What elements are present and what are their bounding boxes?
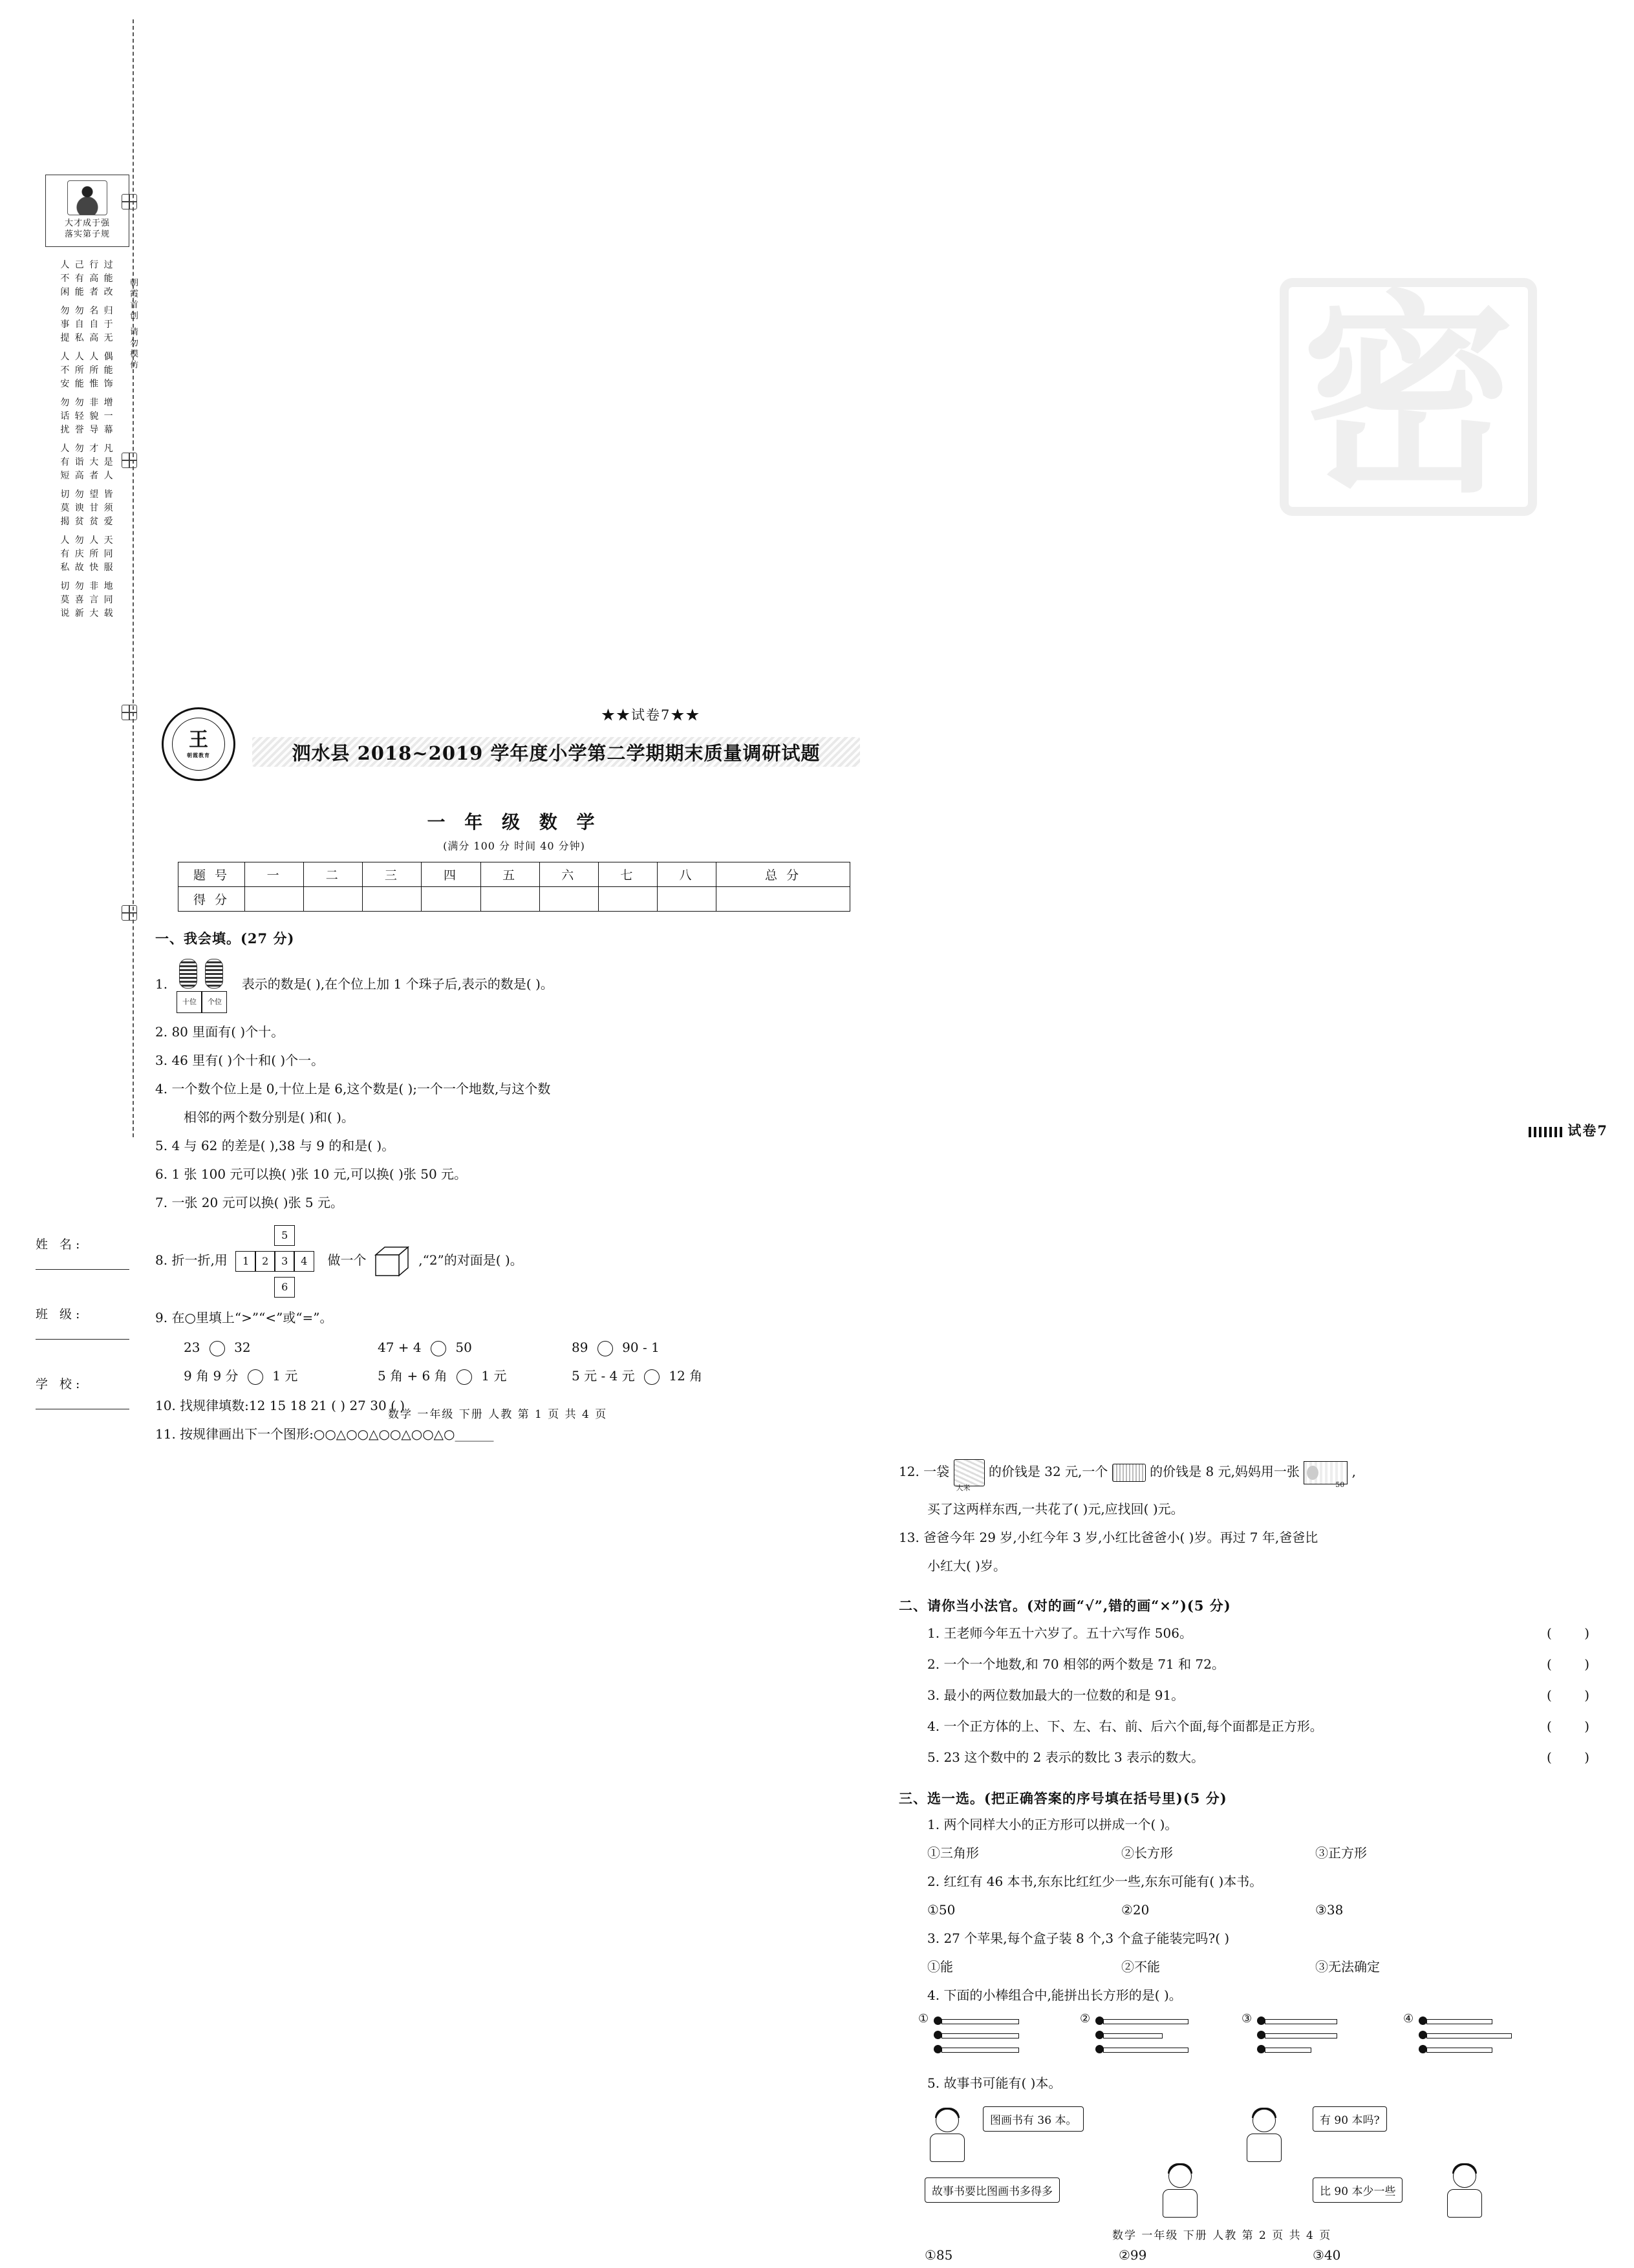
- poem-line: 勿 勿 非 增: [60, 398, 114, 408]
- question-1-text: 表示的数是( ),在个位上加 1 个珠子后,表示的数是( )。: [241, 976, 554, 992]
- compare-left: 9 角 9 分: [184, 1368, 239, 1384]
- compare-right: 32: [234, 1340, 251, 1355]
- option-c[interactable]: ③无法确定: [1315, 1959, 1380, 1974]
- judge-item-1-number: 1.: [927, 1625, 940, 1641]
- question-8-text3: ,“2”的对面是( )。: [418, 1252, 523, 1268]
- judge-item-4-number: 4.: [927, 1718, 940, 1734]
- compare-left: 47 + 4: [378, 1340, 422, 1355]
- judge-item-2-number: 2.: [927, 1656, 940, 1672]
- question-5: [155, 1133, 873, 1159]
- score-col-5: 五: [480, 862, 539, 887]
- choice-item-1: [899, 1812, 1604, 1837]
- compare-row-2: [155, 1362, 873, 1390]
- score-col-7: 七: [598, 862, 657, 887]
- compare-item[interactable]: [378, 1333, 572, 1362]
- compare-circle-icon[interactable]: [248, 1369, 263, 1385]
- question-6-text: 1 张 100 元可以换( )张 10 元,可以换( )张 50 元。: [171, 1166, 468, 1182]
- judge-answer-box[interactable]: ( ): [1547, 1625, 1604, 1641]
- choice-item-1-number: 1.: [927, 1817, 940, 1832]
- compare-item[interactable]: [572, 1362, 766, 1390]
- abacus-tens-label: 十位: [177, 991, 202, 1013]
- section-one-title: 一、我会填。(27 分): [155, 930, 295, 947]
- question-9-text: 在○里填上“>”“<”或“=”。: [171, 1310, 333, 1325]
- net-cell-4: 4: [294, 1251, 314, 1272]
- option-b[interactable]: ②20: [1121, 1902, 1150, 1918]
- column-right: [899, 1450, 1604, 2268]
- net-cell-1: 1: [235, 1251, 256, 1272]
- poem-line: 切 勿 望 皆: [60, 489, 114, 500]
- choice-item-2-options: [899, 1897, 1604, 1923]
- logo-subtitle: 朝霞教育: [187, 752, 210, 758]
- option-c[interactable]: ③正方形: [1315, 1845, 1367, 1861]
- grade-subject-title: 一 年 级 数 学: [427, 811, 601, 833]
- question-5-number: 5.: [155, 1138, 168, 1153]
- option-b[interactable]: ②99: [1119, 2247, 1147, 2263]
- score-time-note: (满分 100 分 时间 40 分钟): [443, 840, 585, 852]
- judge-item-3-number: 3.: [927, 1687, 940, 1703]
- compare-right: 12 角: [669, 1368, 703, 1384]
- poem-line: 闲 能 者 改: [60, 287, 114, 297]
- field-name-label: 姓 名:: [36, 1237, 84, 1252]
- girl-figure-2: [1442, 2165, 1487, 2218]
- paper-tag: ★★试卷7★★: [601, 707, 701, 723]
- net-cell-top: 5: [274, 1225, 295, 1246]
- stick-option-2[interactable]: [1080, 2012, 1242, 2059]
- bubble-less-than-ninety: 比 90 本少一些: [1313, 2177, 1403, 2203]
- option-c[interactable]: ③38: [1315, 1902, 1344, 1918]
- option-b[interactable]: ②不能: [1121, 1959, 1160, 1974]
- question-9: [155, 1305, 873, 1331]
- stick-option-2-label: ②: [1080, 2012, 1091, 2026]
- choice-item-5-text: 故事书可能有( )本。: [943, 2075, 1062, 2091]
- poem-line: 莫 喜 言 同: [60, 595, 114, 605]
- question-8-text: 折一折,用: [171, 1252, 228, 1268]
- option-a[interactable]: ①三角形: [927, 1845, 979, 1861]
- question-5-text: 4 与 62 的差是( ),38 与 9 的和是( )。: [171, 1138, 395, 1153]
- score-table: [178, 862, 850, 912]
- score-table-score-label: 得 分: [178, 887, 245, 912]
- choice-item-3: [899, 1925, 1604, 1951]
- banknote-icon: [1304, 1461, 1348, 1484]
- stick-option-3[interactable]: [1242, 2012, 1403, 2059]
- stick-option-4[interactable]: [1403, 2012, 1565, 2059]
- net-cell-bottom: 6: [274, 1277, 295, 1298]
- question-7: [155, 1190, 873, 1215]
- section-two-title: 二、请你当小法官。(对的画“√”,错的画“×”)(5 分): [899, 1598, 1231, 1614]
- compare-circle-icon[interactable]: [457, 1369, 472, 1385]
- watermark-seal: 密: [1280, 278, 1537, 516]
- bubble-picture-books: 图画书有 36 本。: [983, 2106, 1084, 2132]
- compare-right: 1 元: [272, 1368, 298, 1384]
- field-class-label: 班 级:: [36, 1307, 84, 1321]
- poem-line: 不 有 高 能: [60, 273, 114, 284]
- choice-item-5-number: 5.: [927, 2075, 940, 2091]
- judge-item-5-number: 5.: [927, 1749, 940, 1765]
- score-col-total: 总 分: [716, 862, 850, 887]
- score-col-8: 八: [657, 862, 716, 887]
- judge-item-5: [899, 1743, 1604, 1771]
- poem-line: 说 新 大 载: [60, 608, 114, 619]
- poem-line: 人 勿 人 天: [60, 535, 114, 546]
- score-table-row-label: 题 号: [178, 862, 245, 887]
- compare-left: 23: [184, 1340, 200, 1355]
- judge-answer-box[interactable]: ( ): [1547, 1656, 1604, 1672]
- score-cell[interactable]: [539, 887, 598, 912]
- poem-line: 勿 勿 名 归: [60, 306, 114, 316]
- field-school[interactable]: [36, 1375, 133, 1409]
- choice-item-5: [899, 2070, 1604, 2096]
- poem-line: 莫 谀 甘 须: [60, 503, 114, 513]
- question-12-part2: 的价钱是 32 元,一个: [988, 1464, 1108, 1479]
- judge-item-2-text: 一个一个地数,和 70 相邻的两个数是 71 和 72。: [943, 1656, 1225, 1672]
- paper-chip: [1529, 1120, 1608, 1140]
- judge-item-1-text: 王老师今年五十六岁了。五十六写作 506。: [943, 1625, 1192, 1641]
- question-12-number: 12.: [899, 1464, 919, 1479]
- score-cell[interactable]: [304, 887, 363, 912]
- poem-block: [39, 259, 136, 621]
- boy-figure-1: [925, 2109, 970, 2162]
- poem-line: 有 庆 所 同: [60, 549, 114, 559]
- motto-box: [45, 175, 129, 247]
- question-3-text: 46 里有( )个十和( )个一。: [171, 1053, 325, 1068]
- compare-item[interactable]: [572, 1333, 766, 1362]
- compare-item[interactable]: [184, 1362, 378, 1390]
- section-two-items: [899, 1619, 1604, 1771]
- poem-line: 短 高 者 人: [60, 471, 114, 481]
- question-1-number: 1.: [155, 976, 168, 992]
- score-table-value-row: [178, 887, 850, 912]
- judge-item-4: [899, 1712, 1604, 1740]
- compare-right: 50: [455, 1340, 472, 1355]
- story-book-figures: [899, 2102, 1604, 2238]
- choice-item-1-options: [899, 1840, 1604, 1866]
- poem-line: 安 能 惟 饰: [60, 379, 114, 389]
- choice-item-1-text: 两个同样大小的正方形可以拼成一个( )。: [943, 1817, 1178, 1832]
- score-cell[interactable]: [657, 887, 716, 912]
- motto-line-2: 落实第子规: [64, 230, 110, 239]
- choice-item-5-options: [899, 2242, 1604, 2268]
- net-cell-2: 2: [255, 1251, 275, 1272]
- girl-figure-1: [1157, 2165, 1203, 2218]
- footer-left: 数学 一年级 下册 人教 第 1 页 共 4 页: [388, 1408, 608, 1421]
- score-table-header-row: [178, 862, 850, 887]
- column-left: [155, 701, 873, 1447]
- choice-item-4-text: 下面的小棒组合中,能拼出长方形的是( )。: [943, 1987, 1182, 2003]
- judge-item-5-text: 23 这个数中的 2 表示的数比 3 表示的数大。: [943, 1749, 1205, 1765]
- question-9-number: 9.: [155, 1310, 168, 1325]
- choice-item-4: [899, 1982, 1604, 2008]
- question-4-line2: 相邻的两个数分别是( )和( )。: [184, 1109, 354, 1125]
- score-col-4: 四: [422, 862, 480, 887]
- stick-option-4-label: ④: [1403, 2012, 1414, 2026]
- question-11: [155, 1421, 873, 1447]
- boy-figure-2: [1242, 2109, 1287, 2162]
- compare-left: 5 角 + 6 角: [378, 1368, 447, 1384]
- poem-line: 事 自 自 于: [60, 319, 114, 330]
- question-13-line2: 小红大( )岁。: [927, 1558, 1006, 1574]
- compare-right: 90 - 1: [622, 1340, 660, 1355]
- logo-character: 王: [189, 729, 208, 751]
- field-name-input[interactable]: [36, 1252, 129, 1270]
- question-13: [899, 1524, 1604, 1550]
- question-11-number: 11.: [155, 1426, 176, 1442]
- poem-line: 揭 贫 贫 爱: [60, 517, 114, 527]
- choice-item-3-text: 27 个苹果,每个盒子装 8 个,3 个盒子能装完吗?( ): [943, 1931, 1230, 1946]
- poem-line: 切 勿 非 地: [60, 581, 114, 592]
- question-3-number: 3.: [155, 1053, 168, 1068]
- question-3: [155, 1047, 873, 1073]
- field-class-input[interactable]: [36, 1322, 129, 1340]
- compare-circle-icon[interactable]: [644, 1369, 660, 1385]
- clip-icon-3: [122, 705, 137, 720]
- stick-option-3-label: ③: [1242, 2012, 1252, 2026]
- abacus-icon: [173, 957, 232, 1013]
- choice-item-2: [899, 1868, 1604, 1894]
- question-12-part4: ,: [1351, 1464, 1357, 1479]
- paper-chip-label: 试卷7: [1567, 1122, 1608, 1139]
- question-8-number: 8.: [155, 1252, 168, 1268]
- left-sidebar: [39, 175, 136, 621]
- footer-right: 数学 一年级 下册 人教 第 2 页 共 4 页: [1112, 2229, 1332, 2242]
- question-4-text: 一个数个位上是 0,十位上是 6,这个数是( );一个一个地数,与这个数: [171, 1081, 551, 1097]
- poem-line: 扰 誉 导 幕: [60, 425, 114, 435]
- score-cell[interactable]: [422, 887, 480, 912]
- question-13-number: 13.: [899, 1530, 919, 1545]
- score-cell[interactable]: [363, 887, 422, 912]
- question-12-part3: 的价钱是 8 元,妈妈用一张: [1150, 1464, 1300, 1479]
- question-7-text: 一张 20 元可以换( )张 5 元。: [171, 1195, 344, 1210]
- question-6: [155, 1161, 873, 1187]
- field-school-label: 学 校:: [36, 1377, 84, 1391]
- choice-item-2-text: 红红有 46 本书,东东比红红少一些,东东可能有( )本书。: [943, 1874, 1263, 1889]
- score-col-2: 二: [304, 862, 363, 887]
- question-2: [155, 1019, 873, 1045]
- score-cell[interactable]: [716, 887, 850, 912]
- field-class[interactable]: [36, 1305, 133, 1340]
- compare-circle-icon[interactable]: [597, 1341, 613, 1356]
- poem-line: 人 勿 才 凡: [60, 444, 114, 454]
- option-a[interactable]: ①50: [927, 1902, 956, 1918]
- section-three-title: 三、选一选。(把正确答案的序号填在括号里)(5 分): [899, 1790, 1227, 1806]
- question-7-number: 7.: [155, 1195, 168, 1210]
- judge-answer-box[interactable]: ( ): [1547, 1749, 1604, 1765]
- compare-row-1: [155, 1333, 873, 1362]
- judge-answer-box[interactable]: ( ): [1547, 1687, 1604, 1703]
- poem-line: 私 故 快 服: [60, 562, 114, 573]
- poem-line: 人 人 人 偶: [60, 352, 114, 362]
- judge-item-3-text: 最小的两位数加最大的一位数的和是 91。: [943, 1687, 1185, 1703]
- compare-item[interactable]: [184, 1333, 378, 1362]
- question-12: [899, 1450, 1604, 1493]
- question-12-part1: 一袋: [923, 1464, 950, 1479]
- question-1: [155, 952, 873, 1016]
- question-2-text: 80 里面有( )个十。: [171, 1024, 285, 1040]
- poem-line: 人 己 行 过: [60, 260, 114, 270]
- poem-line: 提 私 高 无: [60, 333, 114, 343]
- judge-item-1: [899, 1619, 1604, 1647]
- abacus-ones-label: 个位: [202, 991, 227, 1013]
- question-2-number: 2.: [155, 1024, 168, 1040]
- field-name[interactable]: [36, 1235, 133, 1270]
- score-cell[interactable]: [480, 887, 539, 912]
- compare-item[interactable]: [378, 1362, 572, 1390]
- judge-item-4-text: 一个正方体的上、下、左、右、前、后六个面,每个面都是正方形。: [943, 1718, 1323, 1734]
- question-4-number: 4.: [155, 1081, 168, 1097]
- question-10-number: 10.: [155, 1398, 176, 1413]
- question-12-line2: 买了这两样东西,一共花了( )元,应找回( )元。: [927, 1501, 1184, 1517]
- compare-circle-icon[interactable]: [210, 1341, 225, 1356]
- score-cell[interactable]: [245, 887, 304, 912]
- motto-line-1: 大才成于强: [64, 219, 110, 228]
- judge-item-2: [899, 1650, 1604, 1678]
- choice-item-4-number: 4.: [927, 1987, 940, 2003]
- score-cell[interactable]: [598, 887, 657, 912]
- question-10-text: 找规律填数:12 15 18 21 ( ) 27 30 ( ): [180, 1398, 405, 1413]
- rice-bag-icon: [954, 1459, 985, 1486]
- student-seal-icon: [67, 180, 107, 215]
- bubble-ninety-books: 有 90 本吗?: [1313, 2106, 1387, 2132]
- cube-net-icon: [235, 1223, 319, 1300]
- choice-item-3-options: [899, 1954, 1604, 1980]
- stick-figures: [899, 2012, 1604, 2059]
- barcode-icon: [1529, 1127, 1562, 1137]
- question-4: [155, 1076, 873, 1102]
- stick-option-1-label: ①: [918, 2012, 929, 2026]
- option-a[interactable]: ①能: [927, 1959, 953, 1974]
- stick-option-1[interactable]: [918, 2012, 1080, 2059]
- choice-item-2-number: 2.: [927, 1874, 940, 1889]
- page-title: 泗水县 2018~2019 学年度小学第二学期期末质量调研试题: [252, 737, 860, 767]
- question-13-text: 爸爸今年 29 岁,小红今年 3 岁,小红比爸爸小( )岁。再过 7 年,爸爸比: [923, 1530, 1318, 1545]
- score-col-3: 三: [363, 862, 422, 887]
- noodle-pack-icon: [1112, 1464, 1146, 1482]
- publisher-logo: [162, 707, 235, 781]
- field-school-input[interactable]: [36, 1392, 129, 1409]
- choice-item-3-number: 3.: [927, 1931, 940, 1946]
- question-8-text2: 做一个: [327, 1252, 367, 1268]
- question-6-number: 6.: [155, 1166, 168, 1182]
- judge-item-3: [899, 1681, 1604, 1709]
- cube-icon: [374, 1245, 411, 1278]
- poem-line: 不 所 所 能: [60, 365, 114, 376]
- net-cell-3: 3: [274, 1251, 295, 1272]
- clip-icon-4: [122, 905, 137, 921]
- option-b[interactable]: ②长方形: [1121, 1845, 1173, 1861]
- option-a[interactable]: ①85: [925, 2247, 953, 2263]
- anti-copy-note: 朝霞首创 请勿模仿: [128, 278, 138, 372]
- student-info-fields: [36, 1235, 133, 1409]
- score-col-6: 六: [539, 862, 598, 887]
- question-8: [155, 1218, 873, 1302]
- option-c[interactable]: ③40: [1313, 2247, 1341, 2263]
- poem-line: 有 诣 大 是: [60, 457, 114, 467]
- exam-header: [155, 701, 873, 798]
- poem-line: 话 轻 貌 一: [60, 411, 114, 422]
- judge-answer-box[interactable]: ( ): [1547, 1718, 1604, 1734]
- bubble-story-more: 故事书要比图画书多得多: [925, 2177, 1060, 2203]
- question-11-text: 按规律画出下一个图形:○○△○○△○○△○○△○______: [180, 1426, 494, 1442]
- compare-circle-icon[interactable]: [431, 1341, 446, 1356]
- score-col-1: 一: [245, 862, 304, 887]
- compare-left: 5 元 - 4 元: [572, 1368, 635, 1384]
- compare-left: 89: [572, 1340, 588, 1355]
- compare-right: 1 元: [481, 1368, 507, 1384]
